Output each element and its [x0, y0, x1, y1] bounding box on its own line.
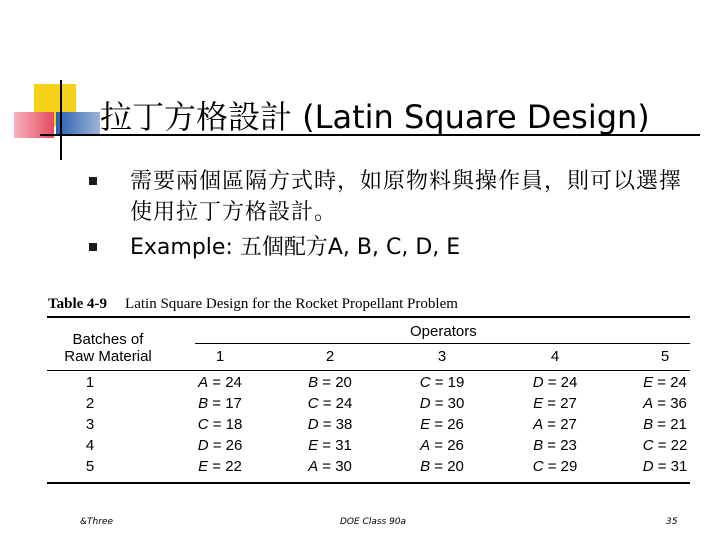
- cell-value: = 24: [208, 374, 242, 391]
- treatment-letter: D: [532, 374, 544, 391]
- column-header: 2: [325, 348, 335, 365]
- treatment-letter: B: [198, 395, 209, 412]
- treatment-letter: D: [307, 416, 319, 433]
- table-caption: [48, 296, 458, 313]
- table-cell: [407, 458, 477, 475]
- cell-value: = 17: [208, 395, 242, 412]
- treatment-letter: C: [642, 437, 654, 454]
- cell-value: = 26: [430, 416, 464, 433]
- treatment-letter: B: [533, 437, 544, 454]
- table-cell: [295, 458, 365, 475]
- decor-blue-square: [56, 112, 100, 136]
- table-cell: [520, 416, 590, 433]
- treatment-letter: E: [420, 416, 431, 433]
- footer-center: DOE Class 90a: [340, 517, 407, 527]
- treatment-letter: A: [420, 437, 431, 454]
- bullet-list: [85, 166, 695, 265]
- row-label: 5: [85, 458, 95, 475]
- bullet-text: Example: 五個配方A, B, C, D, E: [130, 235, 461, 260]
- table-cell: [295, 374, 365, 391]
- page-number: 35: [666, 517, 678, 527]
- column-header: 5: [660, 348, 670, 365]
- table-cell: [185, 416, 255, 433]
- cell-value: = 36: [653, 395, 687, 412]
- bullet-item: [85, 166, 695, 228]
- table-cell: [185, 458, 255, 475]
- treatment-letter: A: [198, 374, 209, 391]
- operators-rule: [195, 343, 690, 344]
- treatment-letter: A: [308, 458, 319, 475]
- treatment-letter: B: [308, 374, 319, 391]
- cell-value: = 30: [318, 458, 352, 475]
- footer-left: &Three: [80, 517, 113, 527]
- table-cell: [520, 437, 590, 454]
- table-bottom-rule: [47, 482, 690, 484]
- table-cell: [295, 416, 365, 433]
- table-number: Table 4-9: [48, 296, 108, 312]
- cell-value: = 24: [318, 395, 353, 412]
- cell-value: = 20: [430, 458, 464, 475]
- cell-value: = 30: [430, 395, 465, 412]
- cell-value: = 24: [543, 374, 578, 391]
- treatment-letter: C: [532, 458, 544, 475]
- table-cell: [407, 395, 477, 412]
- bullet-square-icon: [89, 243, 97, 251]
- row-header-line: Raw Material: [64, 348, 152, 365]
- table-top-rule: [47, 316, 690, 318]
- treatment-letter: D: [642, 458, 654, 475]
- cell-value: = 22: [208, 458, 242, 475]
- column-header: 4: [550, 348, 560, 365]
- treatment-letter: B: [420, 458, 431, 475]
- treatment-letter: A: [643, 395, 654, 412]
- table-cell: [520, 395, 590, 412]
- treatment-letter: D: [419, 395, 431, 412]
- cell-value: = 19: [430, 374, 465, 391]
- cell-value: = 26: [430, 437, 464, 454]
- bullet-item: [85, 232, 695, 263]
- treatment-letter: D: [197, 437, 209, 454]
- row-label: 3: [85, 416, 95, 433]
- row-label: 1: [85, 374, 95, 391]
- treatment-letter: A: [533, 416, 544, 433]
- table-cell: [630, 395, 700, 412]
- table-cell: [630, 437, 700, 454]
- table-cell: [630, 458, 700, 475]
- cell-value: = 20: [318, 374, 352, 391]
- table-cell: [407, 416, 477, 433]
- column-header: 3: [437, 348, 447, 365]
- bullet-square-icon: [89, 177, 97, 185]
- treatment-letter: E: [198, 458, 209, 475]
- cell-value: = 23: [543, 437, 577, 454]
- cell-value: = 26: [208, 437, 243, 454]
- treatment-letter: E: [308, 437, 319, 454]
- bullet-text: 需要兩個區隔方式時，如原物料與操作員，則可以選擇使用拉丁方格設計。: [130, 169, 683, 225]
- treatment-letter: C: [419, 374, 431, 391]
- table-cell: [407, 374, 477, 391]
- table-cell: [630, 416, 700, 433]
- table-cell: [295, 437, 365, 454]
- treatment-letter: E: [643, 374, 654, 391]
- table-cell: [185, 395, 255, 412]
- treatment-letter: C: [197, 416, 209, 433]
- cell-value: = 24: [653, 374, 687, 391]
- treatment-letter: C: [307, 395, 319, 412]
- table-cell: [185, 437, 255, 454]
- treatment-letter: E: [533, 395, 544, 412]
- table-title: Latin Square Design for the Rocket Propellant Problem: [125, 296, 458, 312]
- row-header: [48, 331, 168, 365]
- table-cell: [630, 374, 700, 391]
- treatment-letter: B: [643, 416, 654, 433]
- cell-value: = 22: [653, 437, 688, 454]
- cell-value: = 38: [318, 416, 353, 433]
- cell-value: = 31: [318, 437, 352, 454]
- header-bottom-rule: [47, 370, 690, 371]
- row-label: 2: [85, 395, 95, 412]
- table-cell: [520, 374, 590, 391]
- cell-value: = 21: [653, 416, 687, 433]
- table-cell: [407, 437, 477, 454]
- row-label: 4: [85, 437, 95, 454]
- row-header-line: Batches of: [72, 331, 144, 348]
- cell-value: = 18: [208, 416, 243, 433]
- table-cell: [520, 458, 590, 475]
- cell-value: = 29: [543, 458, 578, 475]
- table-cell: [185, 374, 255, 391]
- decor-vertical-line: [60, 80, 62, 160]
- cell-value: = 31: [653, 458, 688, 475]
- cell-value: = 27: [543, 416, 577, 433]
- column-group-header: Operators: [410, 323, 477, 340]
- slide-title: 拉丁方格設計 (Latin Square Design): [100, 98, 650, 136]
- column-header: 1: [215, 348, 225, 365]
- cell-value: = 27: [543, 395, 577, 412]
- table-cell: [295, 395, 365, 412]
